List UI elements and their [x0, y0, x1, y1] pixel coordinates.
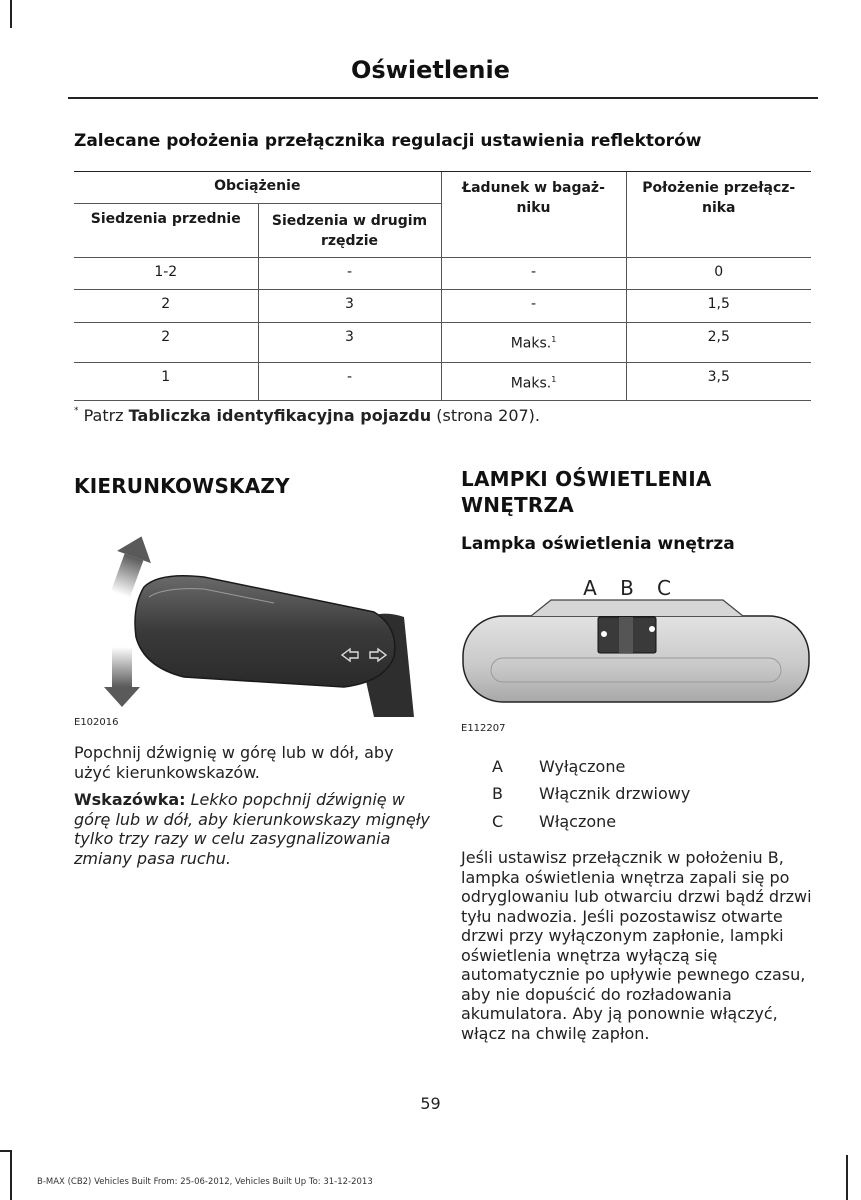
footnote-ref: 1 [551, 335, 557, 344]
header-second-row-line1: Siedzenia w drugim [271, 213, 428, 229]
interior-lamp-illustration [461, 572, 817, 722]
cell-switch: 0 [626, 258, 811, 290]
crop-mark-bottom-right [846, 1155, 848, 1200]
cell-second: - [258, 258, 441, 290]
cell-front: 1 [74, 363, 258, 401]
header-switch-line2: nika [701, 200, 736, 216]
legend-text: Włącznik drzwiowy [539, 784, 691, 803]
header-front-seats: Siedzenia przednie [74, 204, 258, 258]
header-second-row [258, 204, 441, 258]
subheading-interior-lamp: Lampka oświetlenia wnętrza [461, 534, 735, 554]
heading-line1: LAMPKI OŚWIETLENIA [461, 467, 712, 491]
headlamp-levelling-table [74, 171, 811, 401]
header-switch-line1: Położenie przełącz- [642, 180, 796, 196]
cell-luggage: - [441, 258, 626, 290]
footer-vehicle-info: B-MAX (CB2) Vehicles Built From: 25-06-2012, Vehicles Built Up To: 31-12-2013 [37, 1177, 373, 1187]
crop-mark-top-left [10, 0, 12, 28]
table-footnote [74, 406, 540, 425]
header-load: Obciążenie [74, 172, 441, 204]
legend-letter: C [492, 812, 504, 831]
cell-second: - [258, 363, 441, 401]
heading-line2: WNĘTRZA [461, 493, 574, 517]
interior-lamp-paragraph: Jeśli ustawisz przełącznik w położeniu B, lampka oświetlenia wnętrza zapali się po odryglowaniu lub otwarciu drzwi bądź drzwi tyłu nadwozia. Jeśli pozostawisz otwarte drzwi przy wyłączonym zapłonie, lampki oświetlenia wnętrza wyłączą się automatycznie po upływie pewnego czasu, aby nie dopuścić do rozładowania akumulatora. Aby ją ponownie włączyć, włącz na chwilę zapłon. [461, 848, 812, 1043]
cell-second: 3 [258, 323, 441, 363]
cell-switch: 1,5 [626, 290, 811, 323]
table-row [74, 323, 811, 363]
turn-signal-note [74, 790, 434, 868]
turn-signal-lever-illustration [74, 517, 414, 717]
header-luggage-line1: Ładunek w bagaż- [462, 180, 605, 196]
footnote-marker: * [74, 406, 79, 416]
switch-position-c-dot [649, 626, 655, 632]
crop-mark-bottom-left-horizontal [0, 1150, 12, 1152]
cell-luggage: - [441, 290, 626, 323]
legend-text: Włączone [539, 812, 617, 831]
note-label: Wskazówka: [74, 790, 186, 809]
table-row [74, 290, 811, 323]
page-title: Oświetlenie [351, 56, 510, 84]
legend-letter: A [492, 757, 503, 776]
crop-mark-bottom-left-vertical [10, 1150, 12, 1200]
cell-front: 2 [74, 290, 258, 323]
cell-switch: 2,5 [626, 323, 811, 363]
header-switch-position [626, 172, 811, 258]
footnote-ref: 1 [551, 375, 557, 384]
figure-label-c: C [657, 576, 671, 600]
cell-second: 3 [258, 290, 441, 323]
table-row [74, 363, 811, 401]
cell-front: 2 [74, 323, 258, 363]
cell-front: 1-2 [74, 258, 258, 290]
figure-code-left: E102016 [74, 717, 119, 728]
section-heading-turn-signals: KIERUNKOWSKAZY [74, 474, 290, 498]
section-heading-interior-lamps [461, 466, 712, 518]
footnote-prefix: Patrz [83, 406, 124, 425]
legend-letter: B [492, 784, 503, 803]
cell-luggage: Maks.$^1$ [441, 323, 626, 363]
arrow-down-icon [104, 647, 140, 707]
figure-code-right: E112207 [461, 723, 506, 734]
legend-text: Wyłączone [539, 757, 626, 776]
cell-switch: 3,5 [626, 363, 811, 401]
footnote-link[interactable]: Tabliczka identyfikacyjna pojazdu [128, 406, 432, 425]
footnote-suffix: (strona 207). [436, 406, 540, 425]
header-luggage [441, 172, 626, 258]
page-number: 59 [420, 1094, 441, 1113]
turn-signal-paragraph: Popchnij dźwignię w górę lub w dół, aby użyć kierunkowskazów. [74, 743, 394, 782]
switch-position-a-dot [601, 631, 607, 637]
figure-label-a: A [583, 576, 597, 600]
cell-luggage: Maks.$^1$ [441, 363, 626, 401]
note-text: Lekko popchnij dźwignię w górę lub w dół, aby kierunkowskazy mignęły tylko trzy razy w celu zasygnalizowania zmiany pasa ruchu. [74, 790, 430, 868]
table-heading: Zalecane położenia przełącznika regulacji ustawienia reflektorów [74, 131, 702, 151]
table-row [74, 258, 811, 290]
header-second-row-line2: rzędzie [320, 233, 378, 249]
header-rule [68, 97, 818, 99]
header-luggage-line2: niku [516, 200, 551, 216]
figure-label-b: B [620, 576, 634, 600]
